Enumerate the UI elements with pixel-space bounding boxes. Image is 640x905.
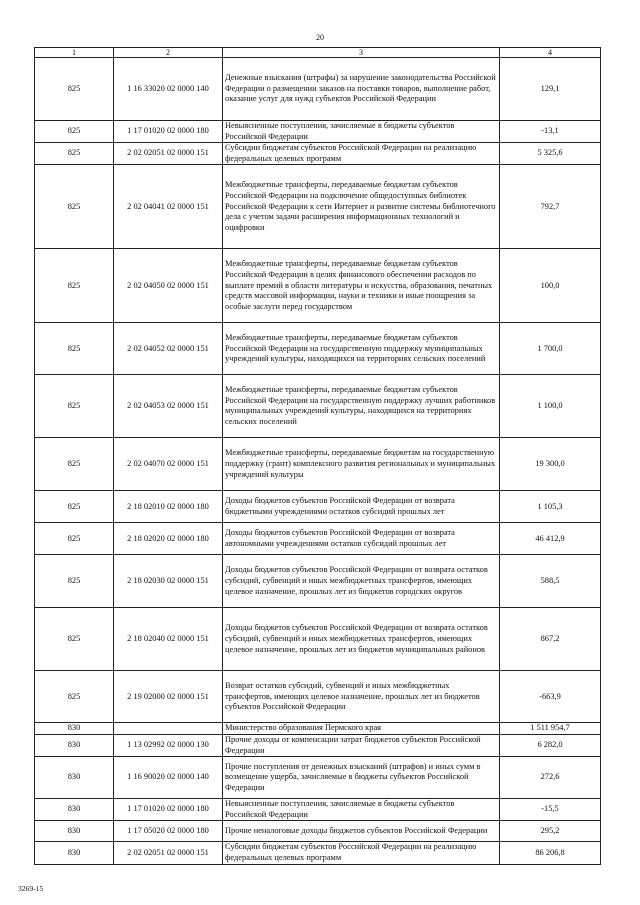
table-row [35,555,601,608]
table-row [35,723,601,735]
admin-code-cell: 825 [35,375,114,438]
admin-code-cell: 830 [35,821,114,842]
table-row [35,608,601,671]
budget-code-cell: 1 17 01020 02 0000 180 [114,799,223,821]
header-col-4: 4 [500,48,601,58]
admin-code-cell: 830 [35,799,114,821]
budget-code-cell: 2 02 02051 02 0000 151 [114,143,223,165]
revenue-name-cell: Доходы бюджетов субъектов Российской Федерации от возврата остатков субсидий, субвенций и иных межбюджетных трансфертов, имеющих целевое назначение, прошлых лет из бюджетов городских округов [223,555,500,608]
admin-code-cell: 825 [35,608,114,671]
revenue-name-cell: Прочие доходы от компенсации затрат бюджетов субъектов Российской Федерации [223,734,500,756]
header-col-3: 3 [223,48,500,58]
budget-code-cell: 2 18 02030 02 0000 151 [114,555,223,608]
page-number: 20 [316,33,324,42]
admin-code-cell: 830 [35,734,114,756]
budget-code-cell: 2 02 04053 02 0000 151 [114,375,223,438]
budget-code-cell: 2 19 02000 02 0000 151 [114,671,223,723]
table-row [35,121,601,143]
amount-cell: -663,9 [500,671,601,723]
header-col-2: 2 [114,48,223,58]
revenue-name-cell: Доходы бюджетов субъектов Российской Федерации от возврата остатков субсидий, субвенций и иных межбюджетных трансфертов, имеющих целевое назначение, прошлых лет из бюджетов муниципальных районов [223,608,500,671]
amount-cell: 272,6 [500,757,601,799]
budget-code-cell: 1 17 01020 02 0000 180 [114,121,223,143]
admin-code-cell: 825 [35,143,114,165]
revenue-name-cell: Денежные взыскания (штрафы) за нарушение законодательства Российской Федерации о размещении заказов на поставки товаров, выполнение работ, оказание услуг для нужд субъектов Российской Федерации [223,58,500,121]
amount-cell: 46 412,9 [500,523,601,555]
budget-code-cell: 2 02 04041 02 0000 151 [114,165,223,249]
table-row [35,842,601,864]
amount-cell: 867,2 [500,608,601,671]
budget-code-cell: 1 17 05020 02 0000 180 [114,821,223,842]
footer-code: 3269-15 [18,884,44,893]
revenue-name-cell: Межбюджетные трансферты, передаваемые бюджетам на государственную поддержку (грант) комплексного развития региональных и муниципальных учреждений культуры [223,438,500,491]
revenue-table [34,47,601,865]
budget-code-cell: 1 16 90020 02 0000 140 [114,757,223,799]
admin-code-cell: 825 [35,323,114,375]
amount-cell: 295,2 [500,821,601,842]
table-header-row [35,48,601,58]
revenue-name-cell: Доходы бюджетов субъектов Российской Федерации от возврата бюджетными учреждениями остатков субсидий прошлых лет [223,491,500,523]
revenue-name-cell: Прочие неналоговые доходы бюджетов субъектов Российской Федерации [223,821,500,842]
budget-code-cell: 2 02 02051 02 0000 151 [114,842,223,864]
budget-code-cell: 1 13 02992 02 0000 130 [114,734,223,756]
amount-cell: 129,1 [500,58,601,121]
amount-cell: -15,5 [500,799,601,821]
revenue-name-cell: Межбюджетные трансферты, передаваемые бюджетам субъектов Российской Федерации на подключение общедоступных библиотек Российской Федерации к сети Интернет и развитие системы библиотечного дела с учетом задачи расширения информационных технологий и оцифровки [223,165,500,249]
table-row [35,757,601,799]
budget-code-cell: 2 02 04052 02 0000 151 [114,323,223,375]
revenue-name-cell: Невыясненные поступления, зачисляемые в бюджеты субъектов Российской Федерации [223,121,500,143]
table-row [35,375,601,438]
budget-code-cell: 2 02 04070 02 0000 151 [114,438,223,491]
revenue-name-cell: Прочие поступления от денежных взысканий (штрафов) и иных сумм в возмещение ущерба, зачисляемые в бюджеты субъектов Российской Федерации [223,757,500,799]
budget-code-cell: 1 16 33020 02 0000 140 [114,58,223,121]
revenue-name-cell: Министерство образования Пермского края [223,723,500,735]
table-row [35,323,601,375]
revenue-name-cell: Доходы бюджетов субъектов Российской Федерации от возврата автономными учреждениями остатков субсидий прошлых лет [223,523,500,555]
admin-code-cell: 825 [35,555,114,608]
amount-cell: 19 300,0 [500,438,601,491]
budget-code-cell: 2 02 04050 02 0000 151 [114,249,223,323]
amount-cell: 6 282,0 [500,734,601,756]
table-body [35,58,601,865]
table-row [35,799,601,821]
table-row [35,734,601,756]
amount-cell: 1 700,0 [500,323,601,375]
header-col-1: 1 [35,48,114,58]
revenue-name-cell: Невыясненные поступления, зачисляемые в бюджеты субъектов Российской Федерации [223,799,500,821]
admin-code-cell: 825 [35,491,114,523]
revenue-name-cell: Межбюджетные трансферты, передаваемые бюджетам субъектов Российской Федерации в целях финансового обеспечения расходов по выплате премий в области литературы и искусства, образования, печатных средств массовой информации, науки и техники и иные поощрения за особые заслуги перед государством [223,249,500,323]
budget-code-cell [114,723,223,735]
budget-code-cell: 2 18 02020 02 0000 180 [114,523,223,555]
table-row [35,491,601,523]
budget-code-cell: 2 18 02010 02 0000 180 [114,491,223,523]
amount-cell: 1 105,3 [500,491,601,523]
revenue-name-cell: Межбюджетные трансферты, передаваемые бюджетам субъектов Российской Федерации на государственную поддержку муниципальных учреждений культуры, находящихся на территориях сельских поселений [223,323,500,375]
amount-cell: 100,0 [500,249,601,323]
table-row [35,143,601,165]
admin-code-cell: 830 [35,723,114,735]
amount-cell: 86 206,8 [500,842,601,864]
table-row [35,821,601,842]
admin-code-cell: 825 [35,438,114,491]
table-row [35,438,601,491]
admin-code-cell: 825 [35,121,114,143]
admin-code-cell: 825 [35,58,114,121]
amount-cell: 5 325,6 [500,143,601,165]
amount-cell: 1 511 954,7 [500,723,601,735]
revenue-name-cell: Субсидии бюджетам субъектов Российской Федерации на реализацию федеральных целевых программ [223,842,500,864]
admin-code-cell: 825 [35,165,114,249]
admin-code-cell: 825 [35,249,114,323]
revenue-name-cell: Межбюджетные трансферты, передаваемые бюджетам субъектов Российской Федерации на государственную поддержку лучших работников муниципальных учреждений культуры, находящихся на территориях сельских поселений [223,375,500,438]
revenue-name-cell: Возврат остатков субсидий, субвенций и иных межбюджетных трансфертов, имеющих целевое назначение, прошлых лет из бюджетов субъектов Российской Федерации [223,671,500,723]
table-row [35,249,601,323]
admin-code-cell: 830 [35,757,114,799]
table-row [35,165,601,249]
amount-cell: 588,5 [500,555,601,608]
table-row [35,523,601,555]
amount-cell: 1 100,0 [500,375,601,438]
admin-code-cell: 825 [35,523,114,555]
amount-cell: 792,7 [500,165,601,249]
budget-code-cell: 2 18 02040 02 0000 151 [114,608,223,671]
table-row [35,671,601,723]
amount-cell: -13,1 [500,121,601,143]
revenue-name-cell: Субсидии бюджетам субъектов Российской Федерации на реализацию федеральных целевых программ [223,143,500,165]
table-row [35,58,601,121]
admin-code-cell: 825 [35,671,114,723]
admin-code-cell: 830 [35,842,114,864]
